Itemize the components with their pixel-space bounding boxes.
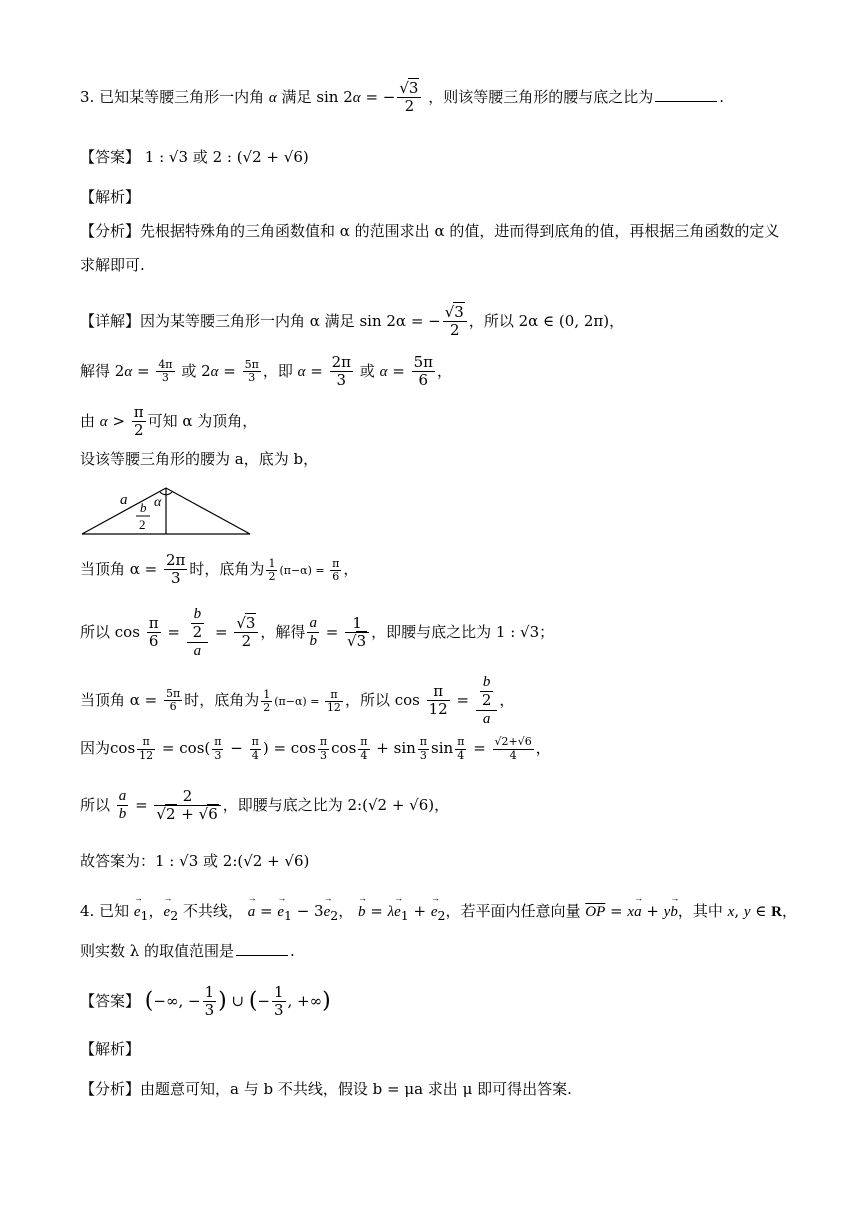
q4-blank: [236, 955, 288, 956]
detail-line3-b: 可知 α 为顶角，: [147, 411, 258, 430]
svg-text:b: b: [140, 500, 147, 515]
q4-analysis: 【解析】: [80, 1040, 141, 1058]
analysis-label: 【解析】: [80, 188, 141, 206]
answer-label: 【答案】: [80, 148, 141, 166]
q4-stem-line2: 则实数 λ 的取值范围是: [80, 942, 235, 960]
q4-fenxi: [80, 1080, 572, 1100]
case2-so: 所以: [80, 795, 111, 814]
q3-answer: [80, 148, 309, 168]
final-answer: 故答案为：1 : √3 或 2:(√2 + √6): [80, 852, 310, 870]
q4-stem-1: 4. 已知 → $e_1$，→ $e_2$ 不共线， → a = → $e_1 - 3\to e_2$， → $b = \lambda\to e_1$ + → $e_2$，若平面内任意向量 OP = x→ a + y→ b，其中 x, y ∈ R，: [80, 902, 797, 924]
q3-case1: 当顶角 α = $\frac{2\pi}{3}$ 时，底角为 $\frac{1}{2}$ (π−α) = $\frac{\pi}{6}$ ，: [80, 551, 359, 588]
case2-a: 当顶角 α =: [80, 690, 158, 709]
q4-stem-2: 则实数 λ 的取值范围是 .: [80, 942, 295, 960]
q3-detail-1: 【详解】因为某等腰三角形一内角 α 满足 sin 2α = − $\frac{√3}{2}$ ，所以 2α ∈ (0, 2π)，: [80, 303, 625, 340]
q4-end: ，其中: [677, 902, 723, 920]
case2-cos: 因为: [80, 739, 111, 758]
q3-detail-3: 由 α > $\frac{\pi}{2}$ 可知 α 为顶角，: [80, 403, 258, 440]
case2-so-tail: ，即腰与底之比为 2:(√2 + √6)，: [222, 795, 450, 814]
q3-stem-mid: 满足: [281, 87, 312, 106]
xiangjie-label: 【详解】: [80, 311, 141, 330]
detail-line2: 解得: [80, 361, 111, 380]
q3-final: [80, 852, 309, 872]
q3-case1-b: 所以 cos $\frac{\pi}{6}$ = $\frac{\frac{b}{2}}{a}$ = $\frac{√3}{2}$ ，解得 $\frac{a}{b}$ = $\frac{1}{√3}$ ，即腰与底之比为 1 : √3；: [80, 606, 555, 659]
q3-stem: 3. 已知某等腰三角形一内角 α 满足 sin 2α = − $\frac{√3}{2}$ ，则该等腰三角形的腰与底之比为 .: [80, 79, 725, 116]
q4-answer-label: 【答案】: [80, 991, 141, 1010]
q4-tail: ，若平面内任意向量: [445, 902, 581, 920]
q4-analysis-label: [80, 1040, 140, 1060]
q3-case2: 当顶角 α = $\frac{5\pi}{6}$ 时，底角为 $\frac{1}{2}$ (π−α) = $\frac{\pi}{12}$ ，所以 cos $\frac{\pi}{12}$ = $\frac{\frac{b}{2}}{a}$ ，: [80, 674, 515, 727]
q4-fenxi-label: 【分析】: [80, 1080, 141, 1098]
case1-e: ，即腰与底之比为 1 : √3；: [371, 622, 555, 641]
svg-text:a: a: [120, 492, 128, 508]
q3-case2-cos: 因为cos $\frac{\pi}{12}$ = cos( $\frac{\pi}{3}$ − $\frac{\pi}{4}$ ) = cos $\frac{\pi}{3}$ cos $\frac{\pi}{4}$ + sin $\frac{\pi}{3}$ sin $\frac{\pi}{4}$ = $\frac{√2+√6}{4}$ ，: [80, 735, 551, 762]
detail-line1-a: 因为某等腰三角形一内角 α 满足 sin 2α = −: [140, 311, 441, 330]
q3-fenxi: [80, 222, 779, 242]
q3-fenxi-2: [80, 256, 145, 276]
fenxi-label: 【分析】: [80, 222, 141, 240]
answer-blank: [655, 101, 717, 102]
detail-line1-b: ，所以 2α ∈ (0, 2π)，: [468, 311, 625, 330]
fenxi-line2: 求解即可.: [80, 256, 145, 274]
detail-line4: 设该等腰三角形的腰为 a，底为 b，: [80, 450, 319, 468]
isosceles-triangle-diagram: [80, 484, 252, 536]
fenxi-line1: 先根据特殊角的三角函数值和 α 的范围求出 α 的值，进而得到底角的值，再根据三角函数的定义: [140, 222, 780, 240]
case1-d: ，解得: [260, 622, 306, 641]
q3-detail-2: 解得 2α = $\frac{4\pi}{3}$ 或 2α = $\frac{5\pi}{3}$ ，即 α = $\frac{2\pi}{3}$ 或 α = $\frac{5\pi}{6}$ ，: [80, 353, 452, 390]
case1-b: 时，底角为: [189, 559, 265, 578]
q3-stem-suffix: ，则该等腰三角形的腰与底之比为: [428, 87, 654, 106]
q3-case2-so: 所以 $\frac{a}{b}$ = $\frac{2}{√2 + √6}$ ，即腰与底之比为 2:(√2 + √6)，: [80, 787, 450, 824]
case2-c: ，所以: [344, 690, 390, 709]
q4-mid: 不共线，: [182, 902, 243, 920]
detail-line3-a: 由: [80, 411, 96, 430]
q3-detail-4: [80, 450, 318, 470]
q3-analysis-label: [80, 188, 140, 208]
svg-text:α: α: [154, 495, 162, 510]
case1-c: 所以: [80, 622, 111, 641]
answer-text: 1 : √3 或 2 : (√2 + √6): [144, 148, 309, 166]
q3-stem-prefix: 3. 已知某等腰三角形一内角: [80, 87, 265, 106]
q4-prefix: 4. 已知: [80, 902, 130, 920]
svg-text:2: 2: [139, 517, 146, 532]
q4-fenxi-text: 由题意可知，a 与 b 不共线，假设 b = μa 求出 μ 即可得出答案.: [140, 1080, 572, 1098]
case2-b: 时，底角为: [184, 690, 260, 709]
q4-answer: 【答案】 (−∞, − $\frac{1}{3}$ ) ∪ (− $\frac{1}{3}$ , +∞): [80, 983, 331, 1020]
case1-a: 当顶角 α =: [80, 559, 158, 578]
